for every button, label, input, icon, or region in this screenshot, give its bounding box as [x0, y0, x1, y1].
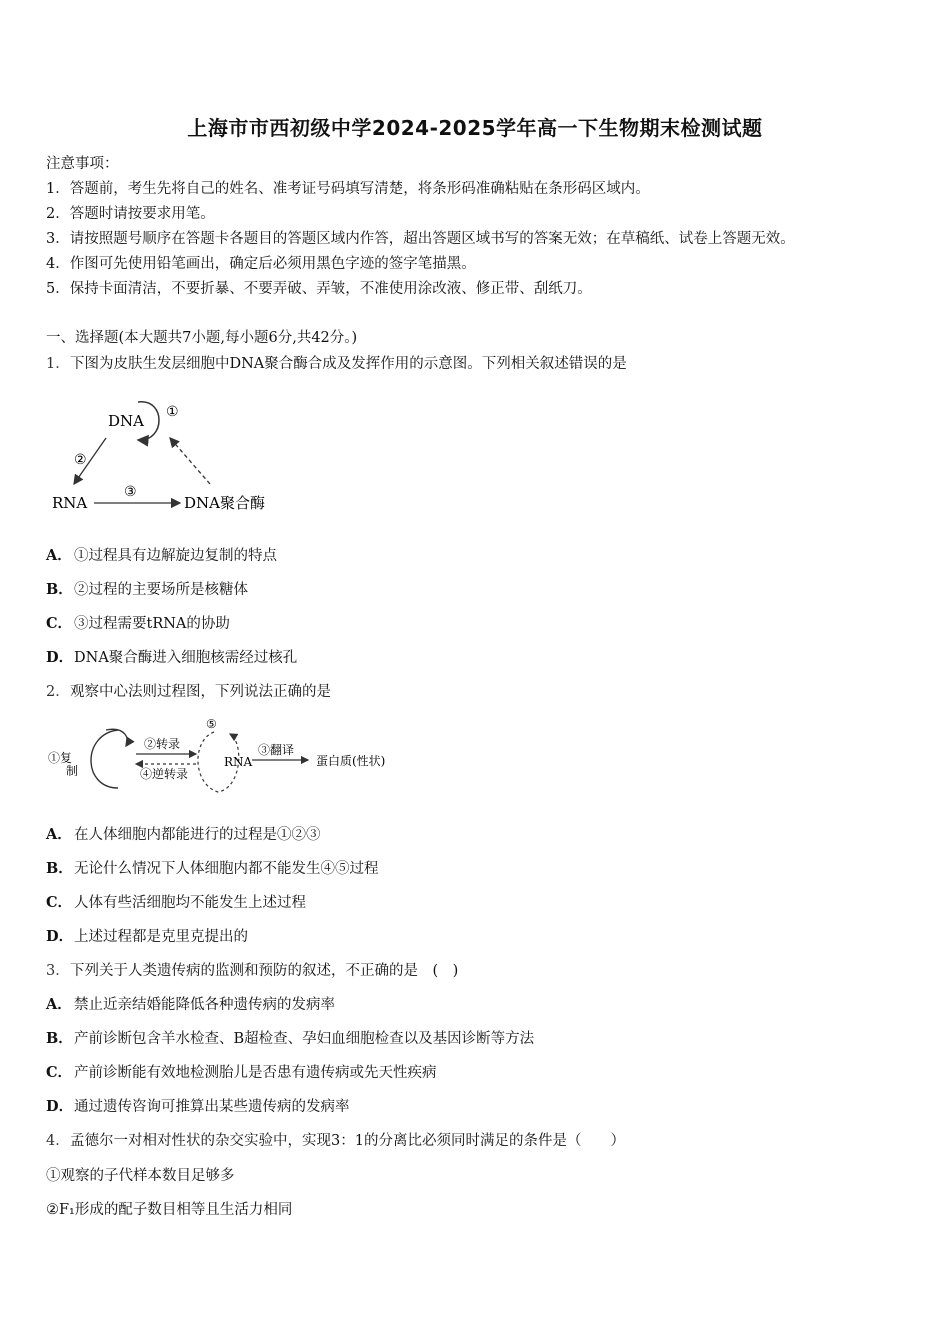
dna-polymerase-diagram — [46, 380, 286, 520]
notice-item: 4．作图可先使用铅笔画出，确定后必须用黑色字迹的签字笔描黑。 — [46, 256, 476, 272]
option-letter: C． — [46, 1064, 73, 1081]
question-number: 4． — [46, 1133, 70, 1149]
option — [46, 993, 335, 1014]
option — [46, 1027, 534, 1048]
option-letter: B． — [46, 860, 73, 877]
question-number: 3． — [46, 963, 70, 979]
question-number: 2． — [46, 684, 70, 700]
question-text: 下列关于人类遗传病的监测和预防的叙述，不正确的是 ( ) — [70, 963, 459, 979]
fig2-reverse-label: ④逆转录 — [140, 767, 189, 781]
question-2-stem — [46, 680, 331, 701]
option-text: 上述过程都是克里克提出的 — [74, 929, 248, 945]
question-text: 下图为皮肤生发层细胞中DNA聚合酶合成及发挥作用的示意图。下列相关叙述错误的是 — [70, 356, 627, 372]
option-text: 通过遗传咨询可推算出某些遗传病的发病率 — [74, 1099, 350, 1115]
option-text: ③过程需要tRNA的协助 — [74, 616, 230, 632]
option-text: DNA聚合酶进入细胞核需经过核孔 — [74, 650, 298, 666]
option — [46, 1061, 437, 1082]
option — [46, 823, 321, 844]
question-text: 孟德尔一对相对性状的杂交实验中，实现3：1的分离比必须同时满足的条件是（ ） — [70, 1133, 625, 1149]
condition-item: ①观察的子代样本数目足够多 — [46, 1168, 235, 1184]
fig1-enzyme-label: DNA聚合酶 — [184, 494, 265, 512]
fig1-marker-2: ② — [74, 452, 87, 468]
fig1-dna-label: DNA — [108, 412, 144, 430]
option-text: ①过程具有边解旋边复制的特点 — [74, 548, 277, 564]
option-letter: D． — [46, 1098, 74, 1115]
option-text: 产前诊断能有效地检测胎儿是否患有遗传病或先天性疾病 — [74, 1065, 437, 1081]
fig2-transcribe-label: ②转录 — [144, 737, 181, 751]
fig2-marker-5: ⑤ — [206, 717, 217, 731]
option-text: 产前诊断包含羊水检查、B超检查、孕妇血细胞检查以及基因诊断等方法 — [74, 1031, 535, 1047]
option — [46, 925, 248, 946]
option — [46, 544, 277, 565]
replication-arc — [91, 730, 118, 788]
fig2-replicate-label: ①复 — [48, 751, 73, 765]
fig2-protein-label: 蛋白质(性状) — [316, 754, 386, 768]
question-number: 1． — [46, 356, 70, 372]
fig2-rna-label: RNA — [224, 755, 253, 769]
question-4-stem — [46, 1129, 625, 1150]
option-letter: B． — [46, 1030, 73, 1047]
option — [46, 646, 297, 667]
notice-item: 2．答题时请按要求用笔。 — [46, 206, 215, 222]
option-text: ②过程的主要场所是核糖体 — [74, 582, 248, 598]
option — [46, 1095, 350, 1116]
question-1-stem — [46, 352, 627, 373]
section-heading: 一、选择题(本大题共7小题,每小题6分,共42分。) — [46, 330, 358, 346]
notice-item: 1．答题前，考生先将自己的姓名、准考证号码填写清楚，将条形码准确粘贴在条形码区域内。 — [46, 181, 650, 197]
fig2-translate-label: ③翻译 — [258, 743, 295, 757]
option — [46, 857, 379, 878]
page-title: 上海市市西初级中学2024-2025学年高一下生物期末检测试题 — [187, 116, 763, 140]
condition-item: ②F₁形成的配子数目相等且生活力相同 — [46, 1202, 293, 1218]
option — [46, 578, 248, 599]
option-text: 在人体细胞内都能进行的过程是①②③ — [74, 827, 321, 843]
option — [46, 612, 230, 633]
option-text: 无论什么情况下人体细胞内都不能发生④⑤过程 — [74, 861, 379, 877]
enzyme-return-arrow — [170, 438, 210, 484]
question-text: 观察中心法则过程图，下列说法正确的是 — [70, 684, 331, 700]
notice-heading: 注意事项： — [46, 156, 119, 172]
option — [46, 891, 306, 912]
option-letter: B． — [46, 581, 73, 598]
option-letter: C． — [46, 615, 73, 632]
option-text: 人体有些活细胞均不能发生上述过程 — [74, 895, 306, 911]
option-letter: A． — [46, 826, 72, 843]
fig1-marker-1: ① — [166, 404, 179, 420]
option-letter: C． — [46, 894, 73, 911]
option-text: 禁止近亲结婚能降低各种遗传病的发病率 — [74, 997, 335, 1013]
fig2-replicate-label-2: 制 — [66, 764, 79, 778]
option-letter: A． — [46, 996, 72, 1013]
notice-item: 3．请按照题号顺序在答题卡各题目的答题区域内作答，超出答题区域书写的答案无效；在草稿纸、试卷上答题无效。 — [46, 231, 795, 247]
notice-item: 5．保持卡面清洁，不要折暴、不要弄破、弄皱，不准使用涂改液、修正带、刮纸刀。 — [46, 281, 592, 297]
option-letter: D． — [46, 649, 74, 666]
question-3-stem — [46, 959, 458, 980]
option-letter: A． — [46, 547, 72, 564]
fig1-marker-3: ③ — [124, 484, 137, 500]
option-letter: D． — [46, 928, 74, 945]
central-dogma-diagram — [46, 712, 406, 802]
fig1-rna-label: RNA — [52, 494, 88, 512]
